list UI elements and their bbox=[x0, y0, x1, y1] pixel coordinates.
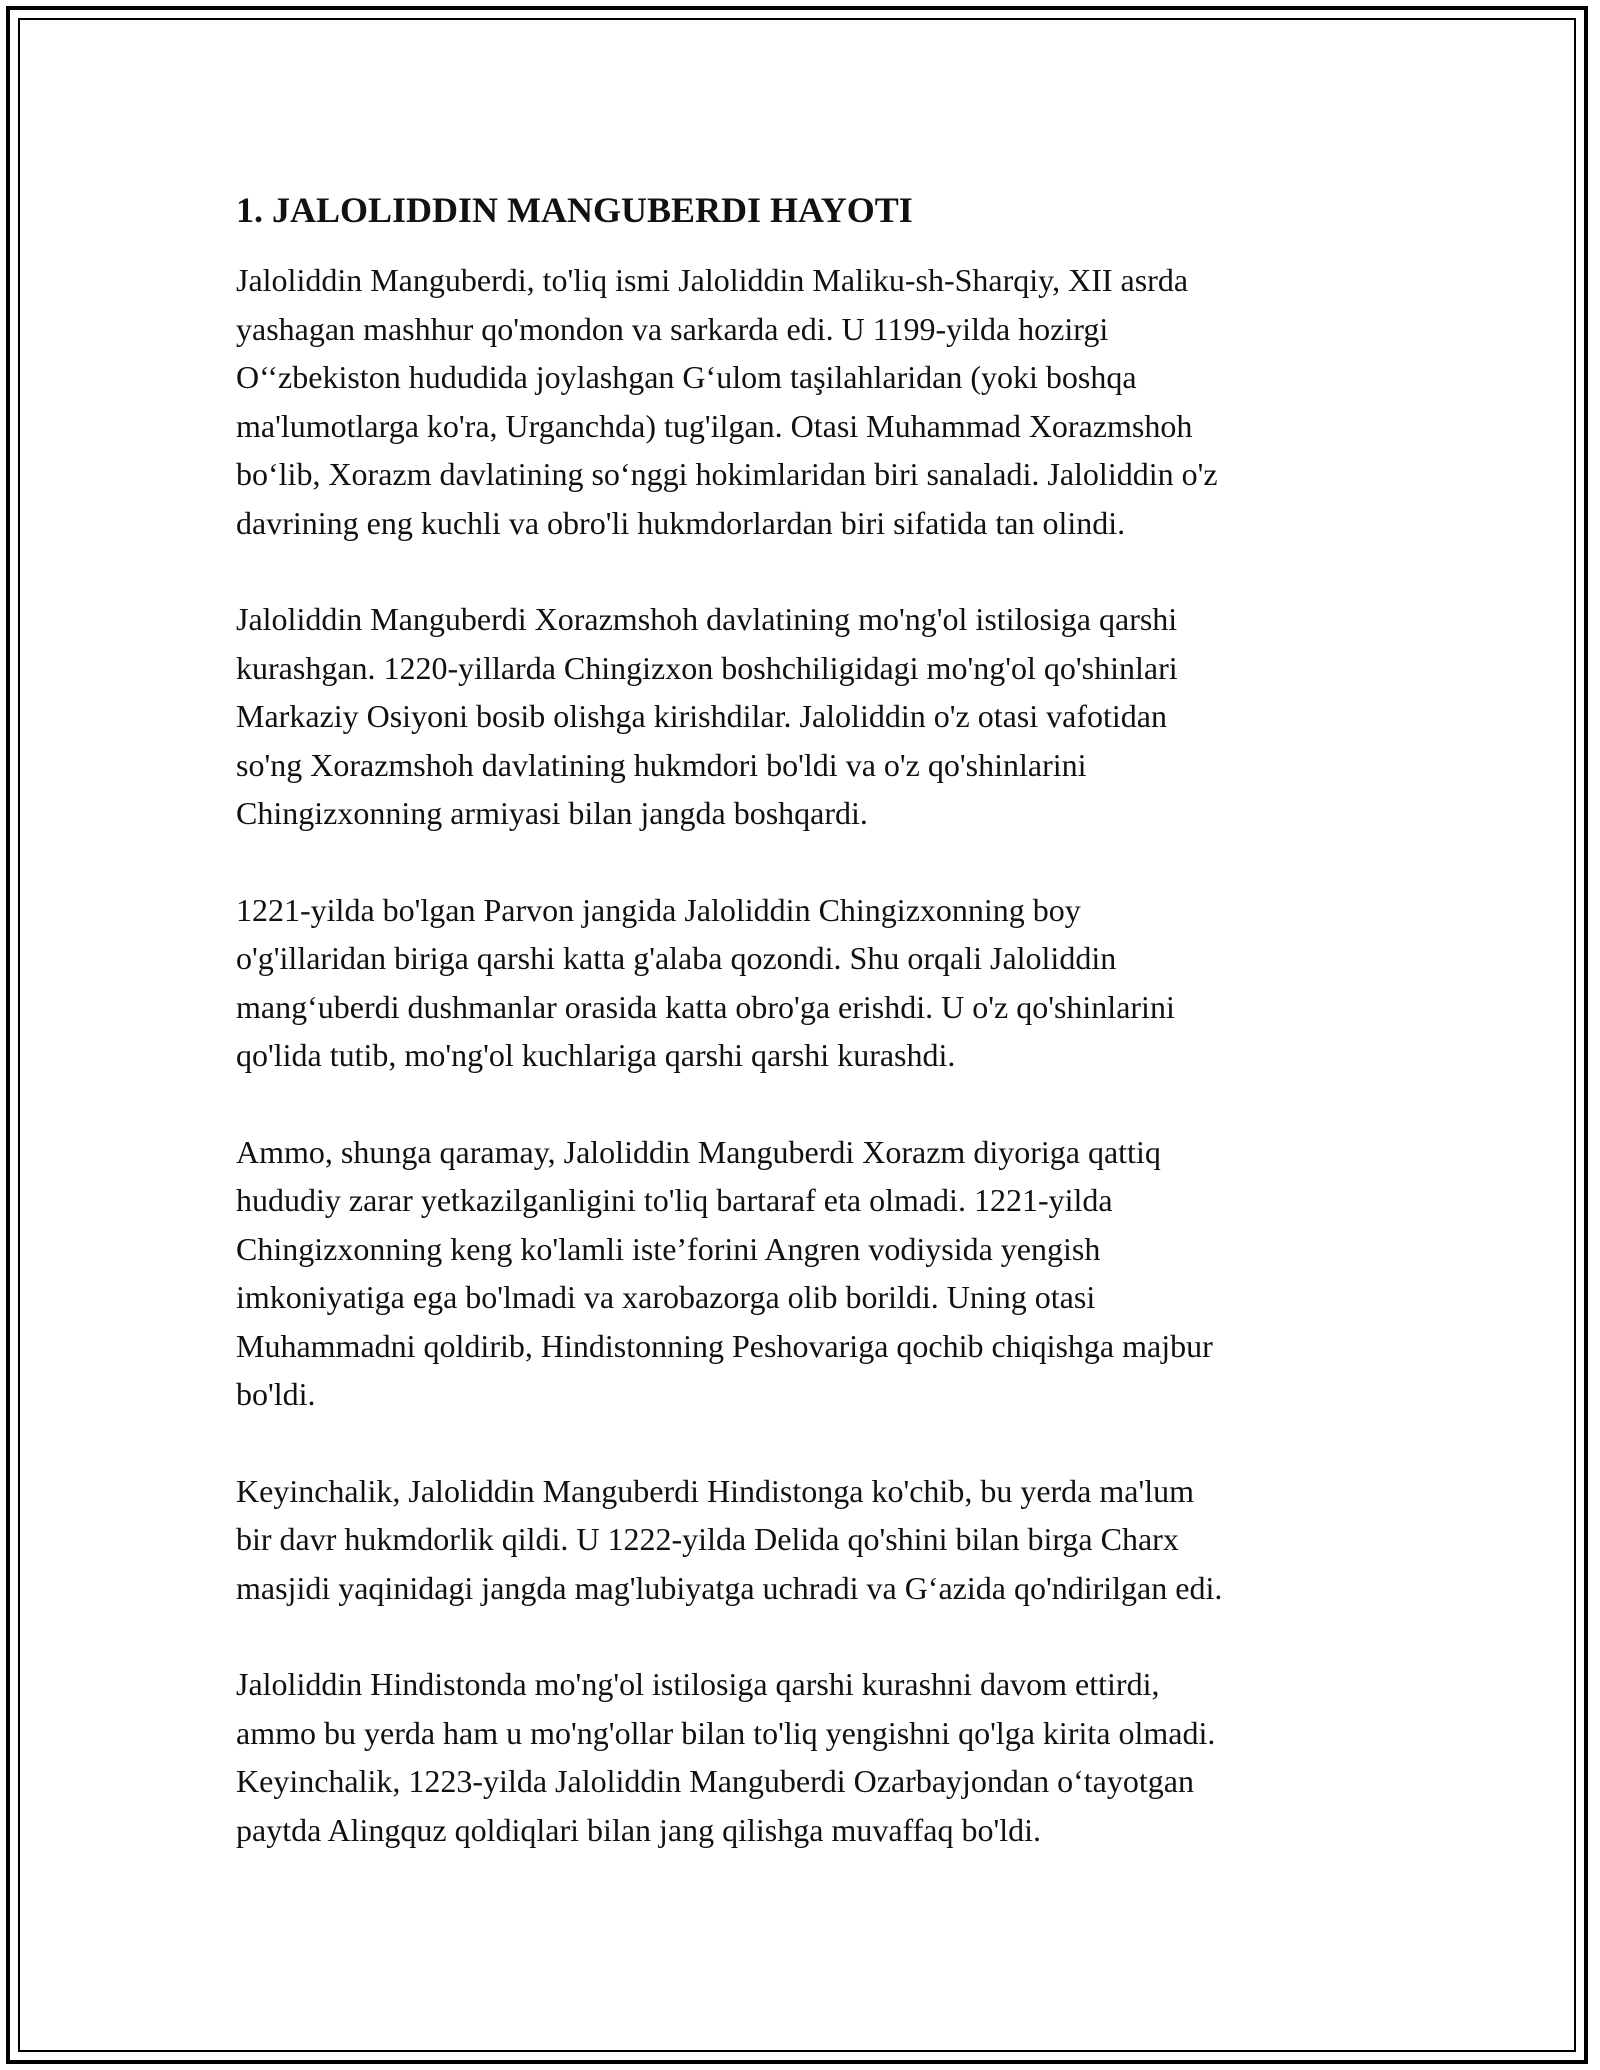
paragraph-2: Jaloliddin Manguberdi Xorazmshoh davlatining mo'ng'ol istilosiga qarshi kurashgan. 1220-yillarda Chingizxon boshchiligidagi mo'ng'ol qo'shinlari Markaziy Osiyoni bosib olishga kirishdilar. Jaloliddin o'z otasi vafotidan so'ng Xorazmshoh davlatining hukmdori bo'ldi va o'z qo'shinlarini Chingizxonning armiyasi bilan jangda boshqardi. bbox=[236, 601, 1178, 831]
paragraph-6: Jaloliddin Hindistonda mo'ng'ol istilosiga qarshi kurashni davom ettirdi, ammo bu yerda ham u mo'ng'ollar bilan to'liq yengishni qo'lga kirita olmadi. Keyinchalik, 1223-yilda Jaloliddin Manguberdi Ozarbayjondan o‘tayotgan paytda Alingquz qoldiqlari bilan jang qilishga muvaffaq bo'ldi. bbox=[236, 1666, 1216, 1848]
paragraph-4: Ammo, shunga qaramay, Jaloliddin Manguberdi Xorazm diyoriga qattiq hududiy zarar yetkazilganligini to'liq bartaraf eta olmadi. 1221-yilda Chingizxonning keng ko'lamli iste’forini Angren vodiysida yengish imkoniyatiga ega bo'lmadi va xarobazorga olib borildi. Uning otasi Muhammadni qoldirib, Hindistonning Peshovariga qochib chiqishga majbur bo'ldi. bbox=[236, 1133, 1213, 1412]
section-heading: 1. JALOLIDDIN MANGUBERDI HAYOTI bbox=[236, 190, 913, 230]
document-body bbox=[236, 188, 1396, 1902]
paragraph-3: 1221-yilda bo'lgan Parvon jangida Jaloliddin Chingizxonning boy o'g'illaridan biriga qarshi katta g'alaba qozondi. Shu orqali Jaloliddin mang‘uberdi dushmanlar orasida katta obro'ga erishdi. U o'z qo'shinlarini qo'lida tutib, mo'ng'ol kuchlariga qarshi qarshi kurashdi. bbox=[236, 891, 1175, 1073]
paragraph-1: Jaloliddin Manguberdi, to'liq ismi Jaloliddin Maliku-sh-Sharqiy, XII asrda yashagan mashhur qo'mondon va sarkarda edi. U 1199-yilda hozirgi O‘‘zbekiston hududida joylashgan G‘ulom taşilahlaridan (yoki boshqa ma'lumotlarga ko'ra, Urganchda) tug'ilgan. Otasi Muhammad Xorazmshoh bo‘lib, Xorazm davlatining so‘nggi hokimlaridan biri sanaladi. Jaloliddin o'z davrining eng kuchli va obro'li hukmdorlardan biri sifatida tan olindi. bbox=[236, 262, 1218, 541]
paragraph-5: Keyinchalik, Jaloliddin Manguberdi Hindistonga ko'chib, bu yerda ma'lum bir davr hukmdorlik qildi. U 1222-yilda Delida qo'shini bilan birga Charx masjidi yaqinidagi jangda mag'lubiyatga uchradi va G‘azida qo'ndirilgan edi. bbox=[236, 1472, 1223, 1606]
